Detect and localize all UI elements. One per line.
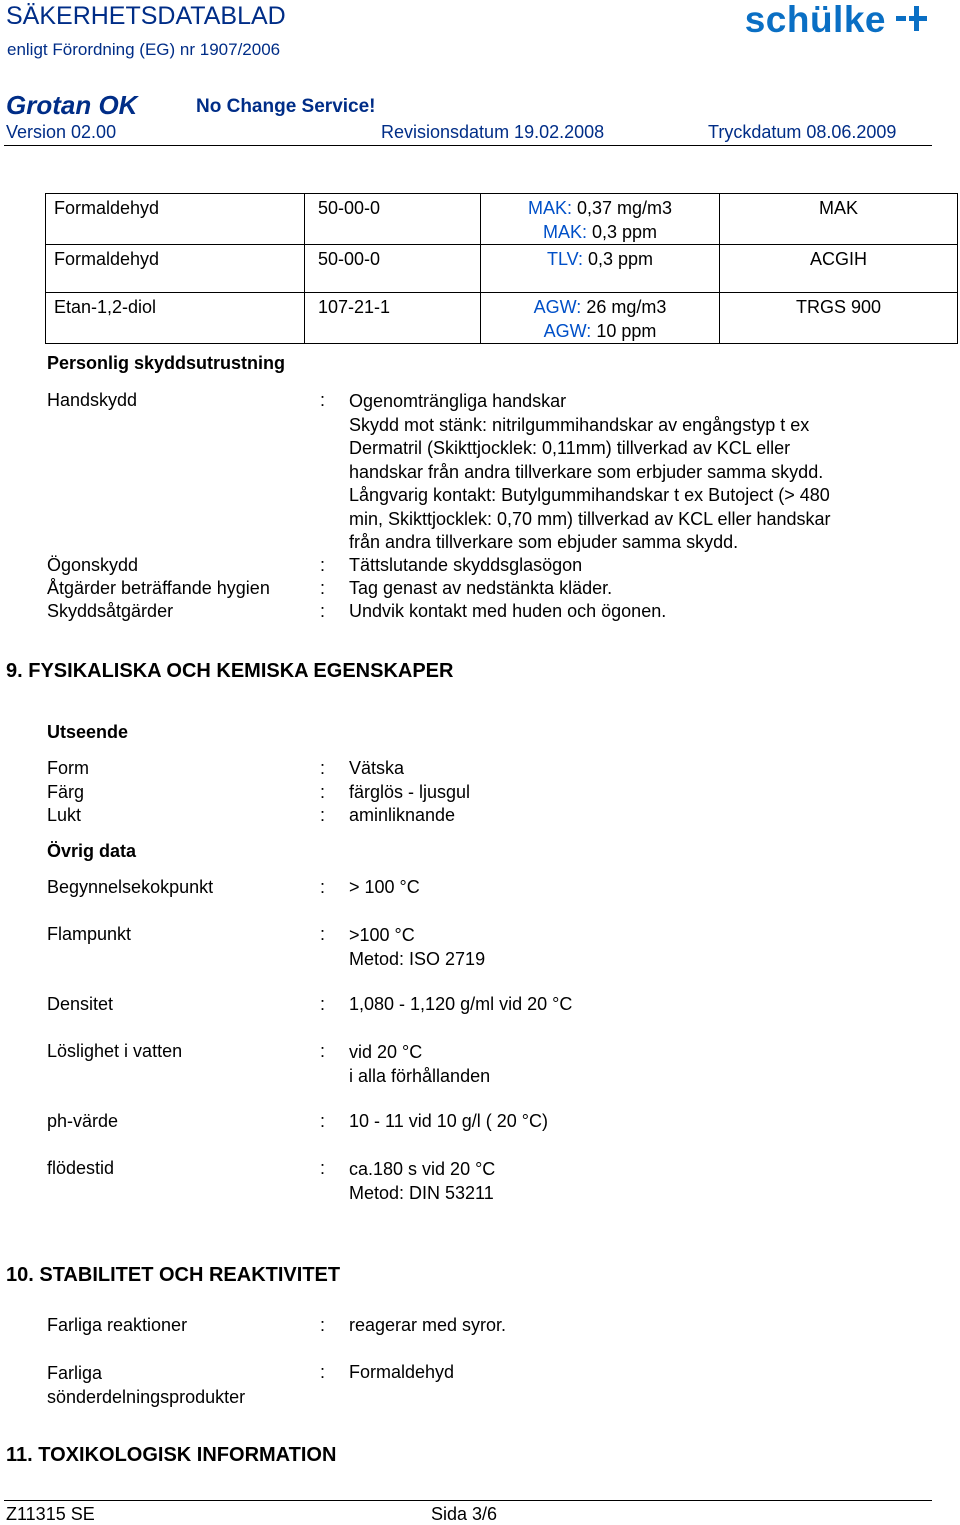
- page-number: Sida 3/6: [431, 1504, 498, 1524]
- limit-value: 26 mg/m3: [581, 297, 667, 317]
- ph-value: 10 - 11 vid 10 g/l ( 20 °C): [349, 1111, 548, 1131]
- colon: :: [320, 1362, 326, 1382]
- product-name: Grotan OK: [6, 90, 138, 120]
- decomposition-products-label: [47, 1362, 245, 1409]
- substance-cell: Etan-1,2-diol: [46, 293, 305, 344]
- substance-cell: Formaldehyd: [46, 194, 305, 245]
- brand-mark-icon: [896, 3, 930, 38]
- flow-time-label: flödestid: [47, 1158, 115, 1178]
- table-row: [46, 245, 958, 293]
- basis-cell: TRGS 900: [720, 293, 958, 344]
- hand-protection-value: [349, 390, 831, 555]
- basis-cell: ACGIH: [720, 245, 958, 293]
- document-code: Z11315 SE: [6, 1504, 95, 1524]
- limit-type: MAK:: [542, 222, 587, 242]
- text-line: Metod: ISO 2719: [349, 948, 486, 969]
- decomposition-products-value: Formaldehyd: [349, 1362, 455, 1382]
- table-row: [46, 293, 958, 344]
- section-9-title: 9. FYSIKALISKA OCH KEMISKA EGENSKAPER: [6, 660, 454, 682]
- section-10-title: 10. STABILITET OCH REAKTIVITET: [6, 1264, 341, 1286]
- colon: :: [320, 1158, 326, 1178]
- cas-cell: 50-00-0: [305, 194, 481, 245]
- limit-value: 0,3 ppm: [582, 249, 654, 269]
- hygiene-value: Tag genast av nedstänkta kläder.: [349, 578, 613, 598]
- print-date: Tryckdatum 08.06.2009: [708, 122, 897, 142]
- odor-value: aminliknande: [349, 805, 456, 825]
- text-line: Dermatril (Skikttjocklek: 0,11mm) tillverkad av KCL eller: [349, 438, 791, 458]
- odor-label: Lukt: [47, 805, 82, 825]
- brand-name: schülke: [744, 0, 886, 40]
- service-label: No Change Service!: [196, 96, 376, 117]
- cas-cell: 50-00-0: [305, 245, 481, 293]
- header-divider: [4, 145, 932, 146]
- text-line: min, Skikttjocklek: 0,70 mm) tillverkad av KCL eller handskar: [349, 508, 831, 529]
- limit-value: 10 ppm: [591, 321, 657, 341]
- text-line: i alla förhållanden: [349, 1065, 491, 1086]
- text-line: handskar från andra tillverkare som erbjuder samma skydd.: [349, 461, 824, 482]
- density-label: Densitet: [47, 994, 114, 1014]
- limit-type: TLV:: [546, 249, 583, 269]
- text-line: från andra tillverkare som ebjuder samma skydd.: [349, 532, 739, 552]
- limit-value: 0,3 ppm: [586, 222, 658, 242]
- boiling-point-value: > 100 °C: [349, 877, 420, 897]
- limit-values-cell: [481, 293, 720, 344]
- text-line: sönderdelningsprodukter: [47, 1386, 246, 1407]
- hazardous-reactions-label: Farliga reaktioner: [47, 1315, 188, 1335]
- colon: :: [320, 1041, 326, 1061]
- hygiene-label: Åtgärder beträffande hygien: [47, 578, 270, 598]
- table-row: [46, 194, 958, 245]
- regulation-subtitle: enligt Förordning (EG) nr 1907/2006: [7, 40, 281, 59]
- form-value: Vätska: [349, 758, 405, 778]
- other-data-heading: Övrig data: [47, 841, 137, 861]
- section-11-title: 11. TOXIKOLOGISK INFORMATION: [6, 1444, 337, 1466]
- limit-values-cell: [481, 245, 720, 293]
- cas-cell: 107-21-1: [305, 293, 481, 344]
- colon: :: [320, 1111, 326, 1131]
- substance-cell: Formaldehyd: [46, 245, 305, 293]
- colon: :: [320, 805, 326, 825]
- text-line: vid 20 °C: [349, 1042, 423, 1062]
- form-label: Form: [47, 758, 89, 778]
- ppe-heading: Personlig skyddsutrustning: [47, 353, 286, 373]
- text-line: Farliga: [47, 1363, 103, 1383]
- text-line: Skydd mot stänk: nitrilgummihandskar av engångstyp t ex: [349, 414, 810, 435]
- document-title: SÄKERHETSDATABLAD: [6, 2, 286, 30]
- appearance-heading: Utseende: [47, 722, 129, 742]
- limit-type: AGW:: [533, 297, 582, 317]
- flow-time-value: [349, 1158, 495, 1205]
- colon: :: [320, 924, 326, 944]
- solubility-value: [349, 1041, 490, 1088]
- text-line: ca.180 s vid 20 °C: [349, 1159, 496, 1179]
- text-line: >100 °C: [349, 925, 415, 945]
- protective-measures-value: Undvik kontakt med huden och ögonen.: [349, 601, 667, 621]
- limit-value: 0,37 mg/m3: [571, 198, 673, 218]
- basis-cell: MAK: [720, 194, 958, 245]
- density-value: 1,080 - 1,120 g/ml vid 20 °C: [349, 994, 573, 1014]
- flash-point-value: [349, 924, 485, 971]
- flash-point-label: Flampunkt: [47, 924, 132, 944]
- eye-protection-label: Ögonskydd: [47, 555, 139, 575]
- colon: :: [320, 601, 326, 621]
- colon: :: [320, 994, 326, 1014]
- exposure-limits-table: [45, 193, 958, 344]
- text-line: Långvarig kontakt: Butylgummihandskar t ex Butoject (> 480: [349, 485, 830, 505]
- eye-protection-value: Tättslutande skyddsglasögon: [349, 555, 583, 575]
- limit-type: AGW:: [543, 321, 592, 341]
- text-line: Metod: DIN 53211: [349, 1182, 494, 1203]
- hand-protection-label: Handskydd: [47, 390, 138, 410]
- colon: :: [320, 555, 326, 575]
- version: Version 02.00: [6, 122, 117, 142]
- footer-divider: [4, 1500, 932, 1501]
- colon: :: [320, 390, 326, 410]
- colon: :: [320, 877, 326, 897]
- revision-date: Revisionsdatum 19.02.2008: [381, 122, 605, 142]
- colon: :: [320, 578, 326, 598]
- solubility-label: Löslighet i vatten: [47, 1041, 183, 1061]
- colon: :: [320, 782, 326, 802]
- color-value: färglös - ljusgul: [349, 782, 471, 802]
- limit-type: MAK:: [527, 198, 572, 218]
- color-label: Färg: [47, 782, 85, 802]
- brand-logo: [745, 0, 930, 40]
- colon: :: [320, 758, 326, 778]
- boiling-point-label: Begynnelsekokpunkt: [47, 877, 214, 897]
- hazardous-reactions-value: reagerar med syror.: [349, 1315, 507, 1335]
- colon: :: [320, 1315, 326, 1335]
- limit-values-cell: [481, 194, 720, 245]
- ph-label: ph-värde: [47, 1111, 119, 1131]
- protective-measures-label: Skyddsåtgärder: [47, 601, 174, 621]
- text-line: Ogenomträngliga handskar: [349, 391, 567, 411]
